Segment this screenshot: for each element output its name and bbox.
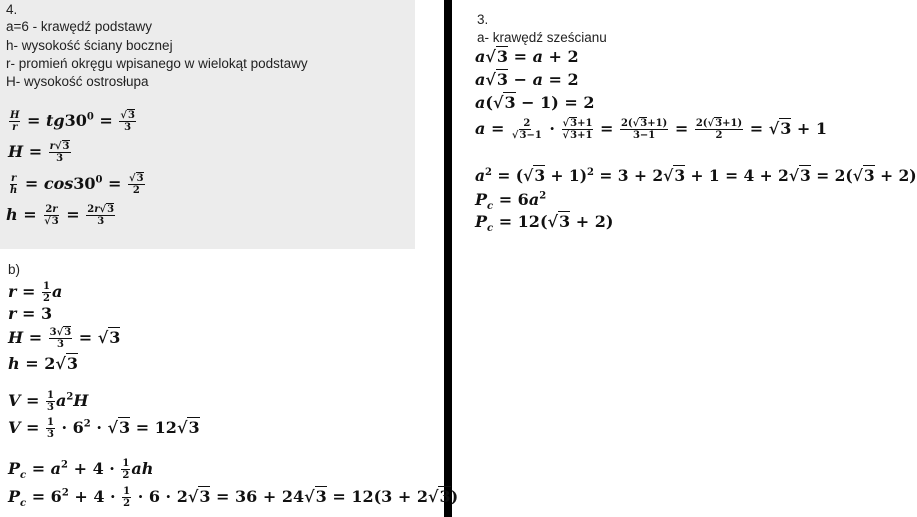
- equation-h-value: h = 2√3: [8, 354, 78, 373]
- equation-h: h = $\frac{2r}{√3}$ = $\frac{2r√3}{3}$: [6, 204, 115, 227]
- equation-a-squared: $a^2 = (√3 + 1)^2 = 3 + 2√3 + 1 = 4 + 2√3 = 2(√3 + 2)$: [475, 166, 917, 185]
- part-b-label: b): [8, 262, 21, 277]
- definition-H: H- wysokość ostrosłupa: [6, 74, 149, 89]
- definition-r: r- promień okręgu wpisanego w wielokąt podstawy: [6, 56, 308, 71]
- problem-4-number: 4.: [6, 2, 18, 17]
- definition-cube-edge: a- krawędź sześcianu: [477, 30, 607, 45]
- equation-r-3: r = 3: [8, 304, 53, 323]
- equation-Pc-cube-value: $P_c = 12(√3 + 2)$: [475, 212, 614, 235]
- definition-h: h- wysokość ściany bocznej: [6, 38, 173, 53]
- equation-r-half-a: r = $\frac{1}{2}$ a: [8, 281, 63, 304]
- vertical-divider: [444, 0, 452, 517]
- equation-cube-1: a√3 = a + 2: [475, 47, 579, 66]
- equation-cube-4: a = $\frac{2}{√3-1}$ · $\frac{√3+1}{√3+1}$ = $\frac{2(√3+1)}{3-1}$ = $\frac{2(√3+1)}{2}$ = √3 + 1: [475, 118, 828, 141]
- equation-H-over-r: $\frac{H}{r}$ = $tg30^0$ = $\frac{√3}{3}$: [10, 110, 135, 133]
- equation-Pc-cube-formula: $P_c = 6a^2$: [475, 190, 547, 213]
- equation-H-value: H = $\frac{3√3}{3}$ = √3: [8, 327, 121, 350]
- equation-Pc-value: $P_c = 6^2 + 4$ · $\frac{1}{2}$ · 6 · 2√3 = 36 + 24√3 = 12(3 + 2√3): [8, 486, 459, 510]
- equation-Pc-formula: $P_c = a^2 + 4$ · $\frac{1}{2}$ ah: [8, 458, 154, 482]
- definition-a: a=6 - krawędź podstawy: [6, 19, 152, 34]
- equation-H: H = $\frac{r√3}{3}$: [8, 141, 70, 164]
- equation-r-over-h: $\frac{r}{h}$ = $\cos 30^0$ = $\frac{√3}{2}$: [10, 173, 144, 196]
- equation-cube-3: a(√3 − 1) = 2: [475, 93, 595, 112]
- equation-V-formula: V = $\frac{1}{3}$ $a^2H$: [8, 390, 89, 413]
- problem-3-number: 3.: [477, 12, 489, 27]
- equation-V-value: V = $\frac{1}{3}$ · $6^2 \cdot √3 = 12√3$: [8, 417, 200, 440]
- equation-cube-2: a√3 − a = 2: [475, 70, 579, 89]
